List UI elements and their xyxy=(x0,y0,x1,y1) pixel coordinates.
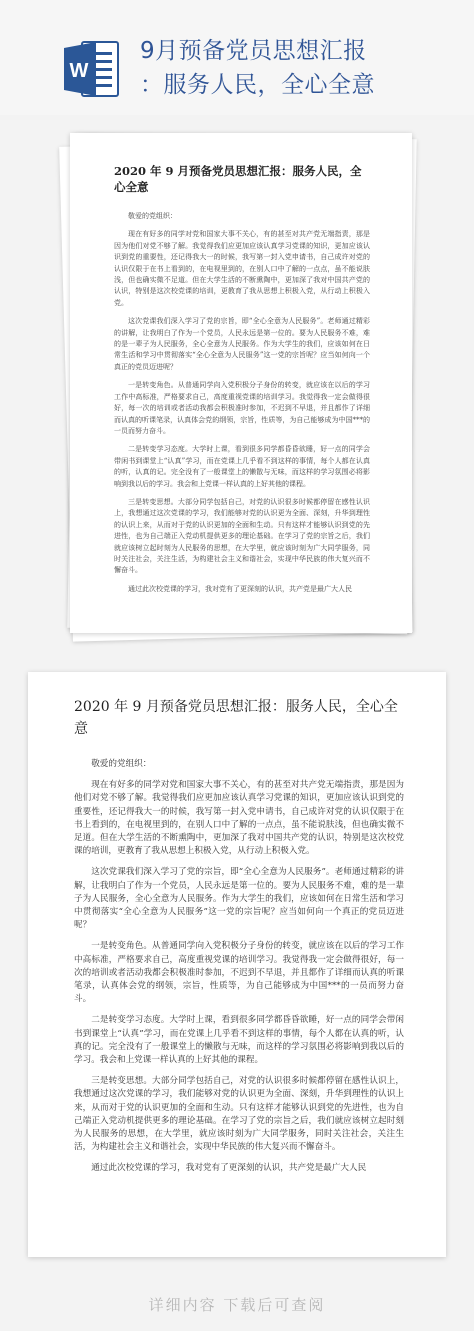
word-document-icon xyxy=(62,38,120,100)
paragraph: 这次党课我们深入学习了党的宗旨，即“全心全意为人民服务”。老师通过精彩的讲解，让我明白了作为一个党员，人民永远是第一位的。要为人民服务不难，难的是一辈子为人民服务，全心全意为人民服务。作为大学生的我们，应该如何在日常生活和学习中贯彻落实“全心全意为人民服务”这一党的宗旨呢？应当如何向一个真正的党员迈进呢？ xyxy=(74,867,404,931)
salutation: 敬爱的党组织： xyxy=(91,759,152,769)
paragraph: 通过此次校党课的学习，我对党有了更深刻的认识，共产党是最广大人民 xyxy=(91,1163,367,1174)
document-preview-page-1[interactable] xyxy=(70,133,412,633)
document-preview-page-2[interactable] xyxy=(28,672,446,1257)
download-hint: 详细内容 下载后可查阅 xyxy=(148,1296,326,1314)
title-line-1: 9月预备党员思想汇报 xyxy=(140,38,367,64)
header xyxy=(0,0,474,115)
document-title: 2020 年 9 月预备党员思想汇报：服务人民，全心全意 xyxy=(114,164,362,194)
paragraph: 这次党课我们深入学习了党的宗旨，即“全心全意为人民服务”。老师通过精彩的讲解，让我明白了作为一个党员，人民永远是第一位的。要为人民服务不难，难的是一辈子为人民服务，全心全意为人民服务。作为大学生的我们，应该如何在日常生活和学习中贯彻落实“全心全意为人民服务”这一党的宗旨呢？应当如何向一个真正的党员迈进呢？ xyxy=(114,317,370,371)
svg-text:W: W xyxy=(69,60,89,82)
page-title xyxy=(140,34,460,102)
document-body xyxy=(114,163,370,602)
paragraph: 一是转变角色。从普通同学向入党积极分子身份的转变，就应该在以后的学习工作中高标准，严格要求自己，高度重视党课的培训学习。我觉得我一定会做得很好，每一次的培训或者活动我都会积极准时参加，不迟到不早退，并且都作了详细而认真的听课笔录，认真体会党的纲领，宗旨，性质等，为自己能够成为中国***的一员而努力奋斗。 xyxy=(114,381,370,435)
title-line-2: ：服务人民，全心全意 xyxy=(140,72,375,98)
paragraph: 二是转变学习态度。大学时上课，看到很多同学都昏昏欲睡，好一点的同学会带闲书到课堂上“认真”学习，而在党课上几乎看不到这样的事情，每个人都在认真的听，认真的记。完全没有了一般课堂上的懒散与无味，而这样的学习氛围必将影响到我以后的学习。我会和上党课一样认真的上好其他的课程。 xyxy=(74,1015,404,1066)
paragraph: 现在有好多的同学对党和国家大事不关心，有的甚至对共产党无端指责，那是因为他们对党不够了解。我觉得我们应更加应该认真学习党课的知识，更加应该认识到党的重要性，还记得我大一的时候，我写第一封入党申请书，自己成许对党的认识仅限于在书上看到的，在电视里到的，在别人口中了解的一点点，虽不能说肤浅，但也确实微不足道。但在大学生活的不断熏陶中，更加深了我对中国共产党的认识，特别是这次校党课的培训，更教育了我从思想上积极入党，从行动上积极入党。 xyxy=(74,780,404,857)
document-title: 2020 年 9 月预备党员思想汇报：服务人民，全心全意 xyxy=(74,699,398,737)
paragraph: 通过此次校党课的学习，我对党有了更深刻的认识，共产党是最广大人民 xyxy=(128,584,352,593)
paragraph: 一是转变角色。从普通同学向入党积极分子身份的转变，就应该在以后的学习工作中高标准，严格要求自己，高度重视党课的培训学习。我觉得我一定会做得很好，每一次的培训或者活动我都会积极准时参加，不迟到不早退，并且都作了详细而认真的听课笔录，认真体会党的纲领，宗旨，性质等，为自己能够成为中国***的一员而努力奋斗。 xyxy=(74,941,404,1005)
document-body xyxy=(74,696,404,1184)
paragraph: 三是转变思想。大部分同学包括自己，对党的认识很多时候都停留在感性认识上，我想通过这次党课的学习，我们能够对党的认识更为全面、深刻，升华到理性的认识上来，从而对于党的认识更加的全面和生动。只有这样才能够认识到党的先进性，也为自己端正入党动机提供更多的理论基础。在学习了党的宗旨之后，我们就应该树立起时刻为人民服务的思想，在大学里，就应该时刻为广大同学服务，同时关注社会，关注生活，为构建社会主义和谐社会，实现中华民族的伟大复兴而不懈奋斗。 xyxy=(114,497,370,575)
salutation: 敬爱的党组织： xyxy=(128,212,177,220)
paragraph: 二是转变学习态度。大学时上课，看到很多同学都昏昏欲睡，好一点的同学会带闲书到课堂上“认真”学习，而在党课上几乎看不到这样的事情，每个人都在认真的听，认真的记。完全没有了一般课堂上的懒散与无味，而这样的学习氛围必将影响到我以后的学习。我会和上党课一样认真的上好其他的课程。 xyxy=(114,445,370,488)
paragraph: 现在有好多的同学对党和国家大事不关心，有的甚至对共产党无端指责，那是因为他们对党不够了解。我觉得我们应更加应该认真学习党课的知识，更加应该认识到党的重要性，还记得我大一的时候，我写第一封入党申请书，自己成许对党的认识仅限于在书上看到的，在电视里到的，在别人口中了解的一点点，虽不能说肤浅，但也确实微不足道。但在大学生活的不断熏陶中，更加深了我对中国共产党的认识，特别是这次校党课的培训，更教育了我从思想上积极入党，从行动上积极入党。 xyxy=(114,230,370,307)
paragraph: 三是转变思想。大部分同学包括自己，对党的认识很多时候都停留在感性认识上，我想通过这次党课的学习，我们能够对党的认识更为全面、深刻，升华到理性的认识上来，从而对于党的认识更加的全面和生动。只有这样才能够认识到党的先进性，也为自己端正入党动机提供更多的理论基础。在学习了党的宗旨之后，我们就应该树立起时刻为人民服务的思想，在大学里，就应该时刻为广大同学服务，同时关注社会，关注生活，为构建社会主义和谐社会，实现中华民族的伟大复兴而不懈奋斗。 xyxy=(74,1076,404,1153)
